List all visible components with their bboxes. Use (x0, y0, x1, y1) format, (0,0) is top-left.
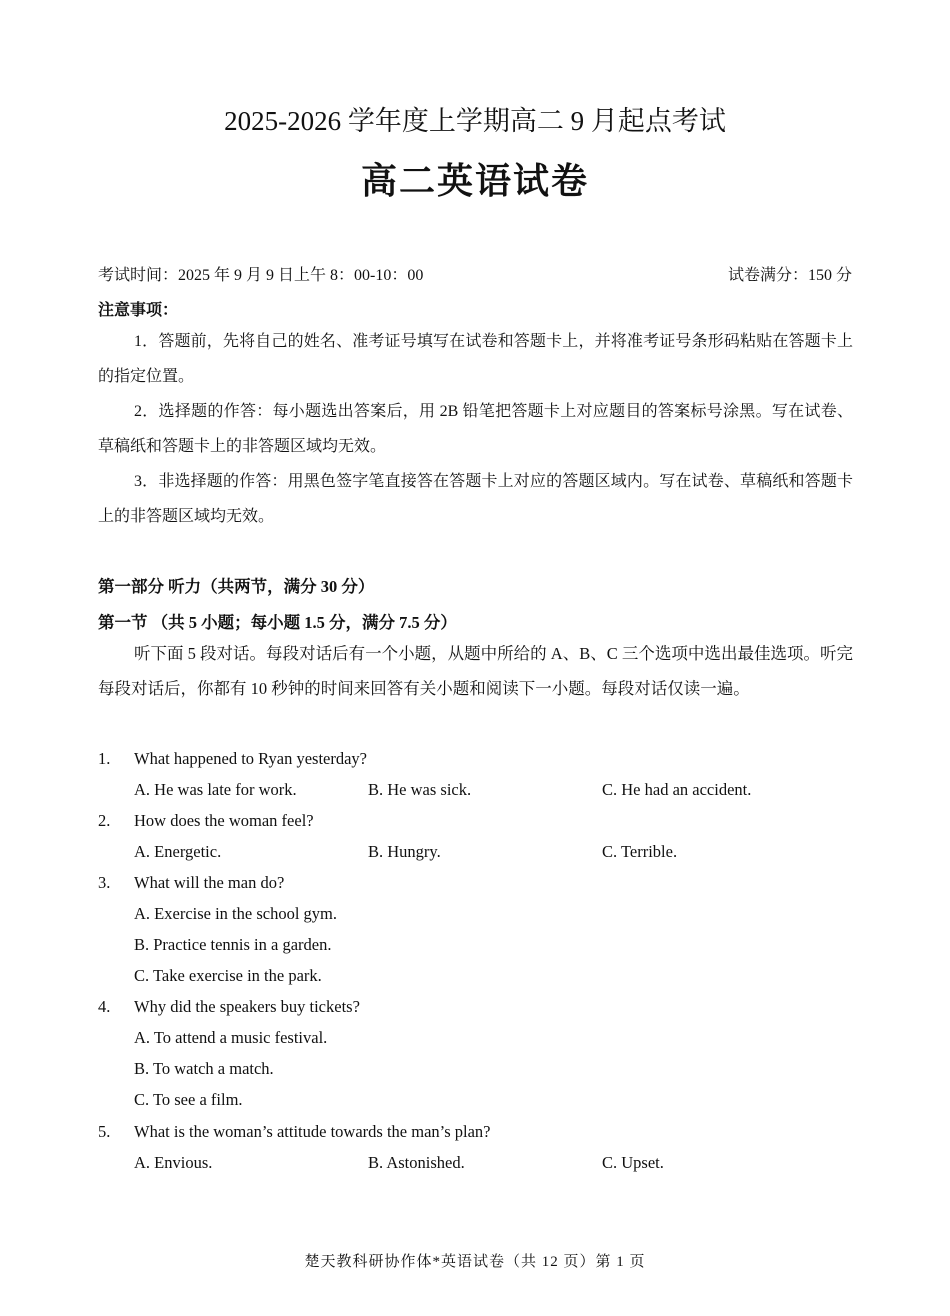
option-c: C. Terrible. (602, 842, 678, 861)
option-b: B. Astonished. (368, 1153, 465, 1172)
notice-item-1: 1．答题前，先将自己的姓名、准考证号填写在试卷和答题卡上，并将准考证号条形码粘贴在答题卡上的指定位置。 (98, 333, 853, 385)
option-c: C. Upset. (602, 1153, 664, 1172)
question-number: 4. (98, 997, 111, 1016)
option-b: B. To watch a match. (134, 1059, 274, 1078)
question-number: 2. (98, 811, 111, 830)
option-b: B. He was sick. (368, 780, 472, 799)
option-b: B. Practice tennis in a garden. (134, 935, 332, 954)
notice-heading: 注意事项： (98, 302, 179, 319)
full-score: 试卷满分：150 分 (727, 267, 852, 284)
question-number: 1. (98, 749, 111, 768)
option-a: A. Energetic. (134, 842, 222, 861)
question-number: 5. (98, 1122, 111, 1141)
question-number: 3. (98, 873, 111, 892)
option-c: C. Take exercise in the park. (134, 966, 322, 985)
question-text: What happened to Ryan yesterday? (134, 749, 367, 768)
listening-instructions: 听下面 5 段对话。每段对话后有一个小题，从题中所给的 A、B、C 三个选项中选出最佳选项。听完每段对话后，你都有 10 秒钟的时间来回答有关小题和阅读下一小题。每段对话仅读一遍。 (98, 644, 853, 698)
question-text: Why did the speakers buy tickets? (134, 997, 360, 1016)
option-a: A. Exercise in the school gym. (134, 904, 337, 923)
option-c: C. He had an accident. (602, 780, 752, 799)
question-text: How does the woman feel? (134, 811, 314, 830)
exam-title: 2025-2026 学年度上学期高二 9 月起点考试 (224, 106, 726, 136)
page-footer: 楚天教科研协作体*英语试卷（共 12 页）第 1 页 (304, 1254, 646, 1270)
section1-heading: 第一节 （共 5 小题；每小题 1.5 分，满分 7.5 分） (98, 613, 457, 632)
exam-time: 考试时间：2025 年 9 月 9 日上午 8：00-10：00 (98, 267, 424, 284)
option-b: B. Hungry. (368, 842, 441, 861)
option-a: A. He was late for work. (134, 780, 297, 799)
paper-subtitle: 高二英语试卷 (360, 161, 589, 201)
option-a: A. Envious. (134, 1153, 213, 1172)
question-text: What will the man do? (134, 873, 285, 892)
option-c: C. To see a film. (134, 1090, 243, 1109)
question-text: What is the woman’s attitude towards the man’s plan? (134, 1122, 491, 1141)
notice-item-3: 3．非选择题的作答：用黑色签字笔直接答在答题卡上对应的答题区域内。写在试卷、草稿纸和答题卡上的非答题区域均无效。 (98, 473, 853, 525)
part1-heading: 第一部分 听力（共两节，满分 30 分） (98, 577, 375, 596)
notice-item-2: 2．选择题的作答：每小题选出答案后，用 2B 铅笔把答题卡上对应题目的答案标号涂黑。写在试卷、草稿纸和答题卡上的非答题区域均无效。 (98, 403, 853, 455)
option-a: A. To attend a music festival. (134, 1028, 328, 1047)
